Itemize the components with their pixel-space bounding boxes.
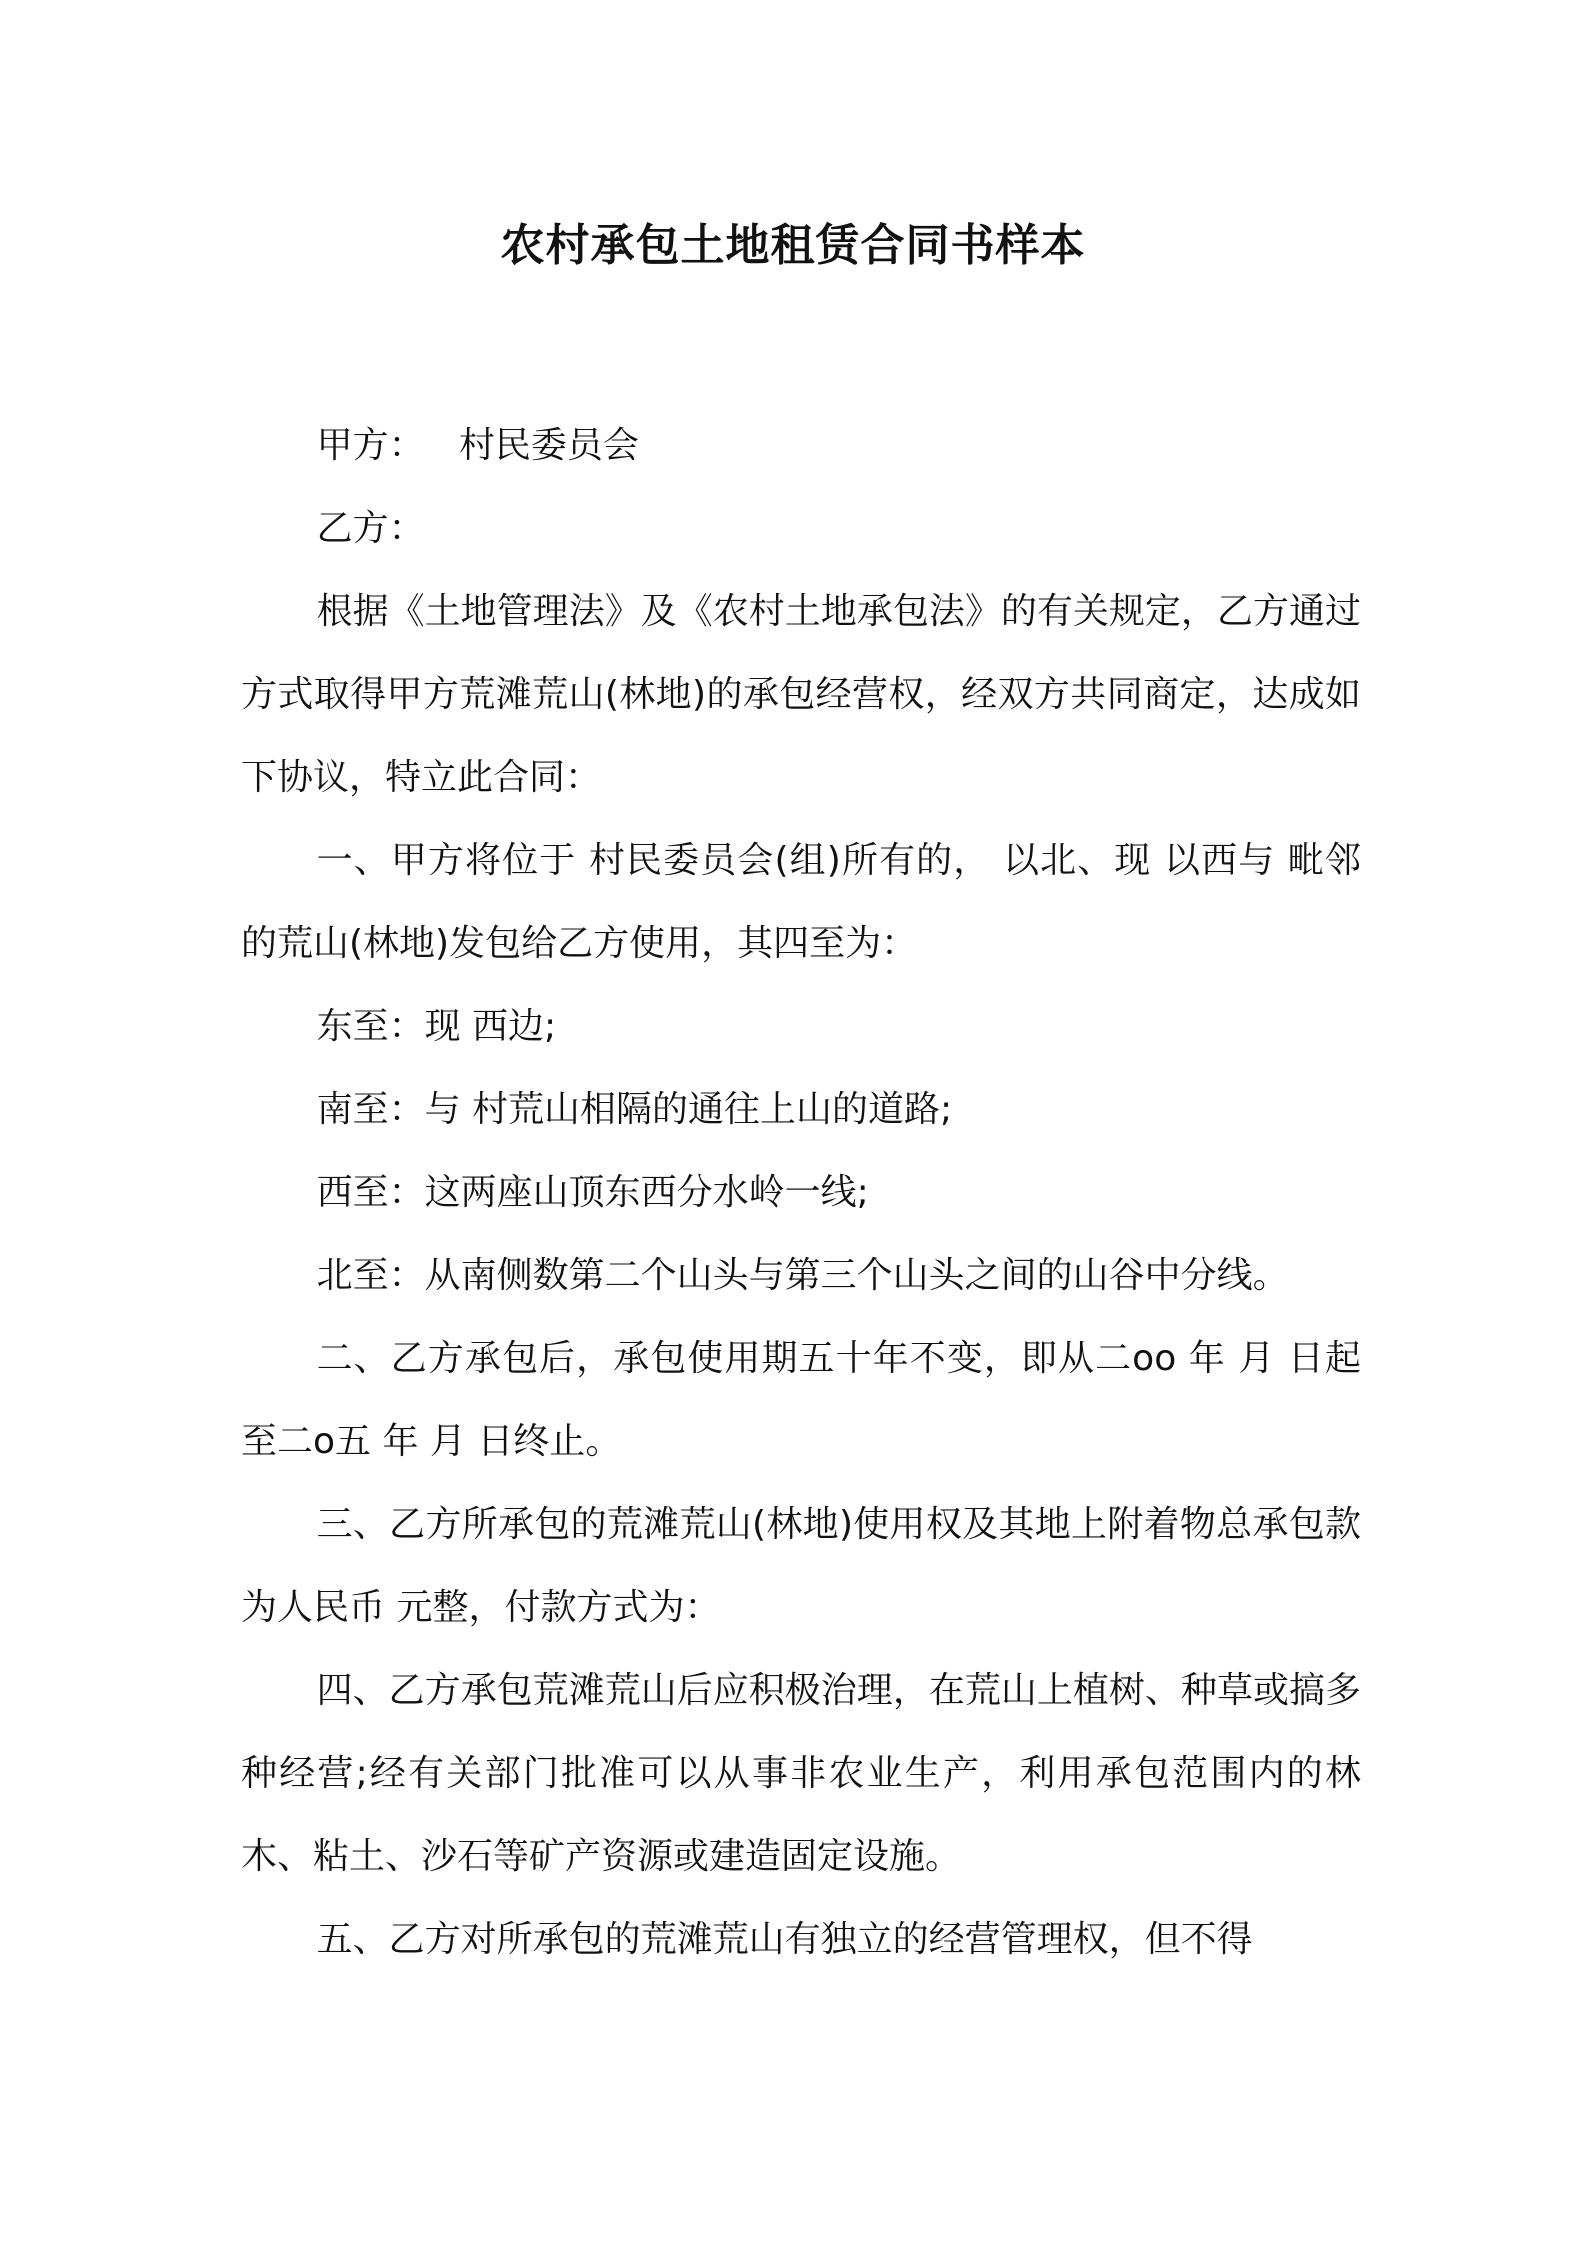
document-title: 农村承包土地租赁合同书样本 (500, 220, 1086, 271)
paragraph-boundary-west: 西至：这两座山顶东西分水岭一线; (316, 1172, 869, 1213)
paragraph-clause-2: 二、乙方承包后，承包使用期五十年不变，即从二oo 年 月 日起至二o五 年 月 日终止。 (241, 1338, 1361, 1462)
paragraph-clause-1: 一、甲方将位于 村民委员会(组)所有的， 以北、现 以西与 毗邻的荒山(林地)发包给乙方使用，其四至为： (241, 840, 1361, 964)
paragraph-boundary-south: 南至：与 村荒山相隔的通往上山的道路; (316, 1089, 953, 1130)
paragraph-preamble: 根据《土地管理法》及《农村土地承包法》的有关规定，乙方通过 方式取得甲方荒滩荒山(林地)的承包经营权，经双方共同商定，达成如下协议，特立此合同： (241, 591, 1361, 798)
party-b-line: 乙方： (316, 508, 425, 549)
paragraph-clause-4: 四、乙方承包荒滩荒山后应积极治理，在荒山上植树、种草或搞多种经营;经有关部门批准可以从事非农业生产，利用承包范围内的林木、粘土、沙石等矿产资源或建造固定设施。 (241, 1670, 1361, 1877)
document-body (241, 404, 1361, 1981)
paragraph-clause-5: 五、乙方对所承包的荒滩荒山有独立的经营管理权，但不得 (316, 1919, 1253, 1960)
party-a-line: 甲方： 村民委员会 (316, 425, 639, 466)
paragraph-clause-3: 三、乙方所承包的荒滩荒山(林地)使用权及其地上附着物总承包款为人民币 元整，付款方式为： (241, 1504, 1361, 1628)
paragraph-boundary-north: 北至：从南侧数第二个山头与第三个山头之间的山谷中分线。 (316, 1255, 1289, 1296)
paragraph-boundary-east: 东至：现 西边; (316, 1006, 557, 1047)
